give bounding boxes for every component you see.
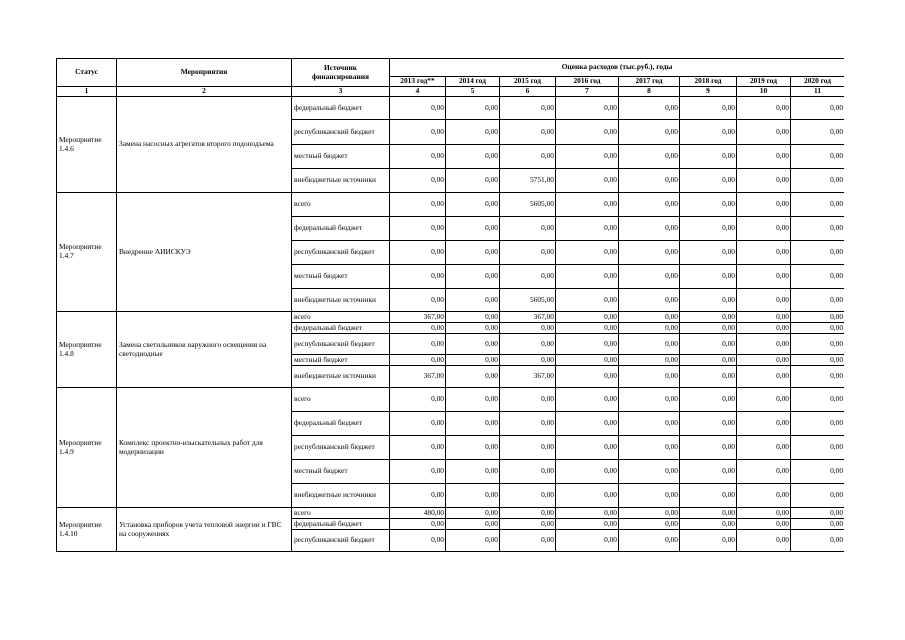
header-year: 2019 год (737, 77, 791, 87)
value-cell: 0,00 (680, 355, 737, 366)
value-cell: 0,00 (446, 217, 500, 241)
value-cell: 0,00 (619, 388, 680, 412)
value-cell: 0,00 (446, 312, 500, 323)
column-number: 6 (500, 87, 556, 97)
value-cell: 0,00 (390, 97, 446, 120)
value-cell: 0,00 (737, 484, 791, 508)
value-cell: 0,00 (791, 508, 845, 519)
value-cell: 5751,00 (500, 169, 556, 193)
value-cell: 0,00 (500, 412, 556, 436)
value-cell: 0,00 (500, 508, 556, 519)
value-cell: 0,00 (390, 412, 446, 436)
value-cell: 0,00 (619, 355, 680, 366)
value-cell: 0,00 (446, 193, 500, 217)
value-cell: 0,00 (737, 193, 791, 217)
value-cell: 0,00 (556, 169, 619, 193)
value-cell: 0,00 (737, 169, 791, 193)
value-cell: 0,00 (680, 217, 737, 241)
source-cell: республиканский бюджет (292, 241, 390, 265)
value-cell: 0,00 (680, 193, 737, 217)
value-cell: 0,00 (680, 145, 737, 169)
value-cell: 0,00 (390, 145, 446, 169)
value-cell: 0,00 (791, 241, 845, 265)
value-cell: 0,00 (619, 334, 680, 355)
value-cell: 0,00 (791, 436, 845, 460)
value-cell: 0,00 (556, 366, 619, 388)
value-cell: 0,00 (390, 436, 446, 460)
value-cell: 0,00 (556, 217, 619, 241)
value-cell: 0,00 (619, 289, 680, 312)
value-cell: 0,00 (390, 519, 446, 530)
source-cell: внебюджетные источники (292, 366, 390, 388)
value-cell: 0,00 (737, 334, 791, 355)
column-number: 2 (117, 87, 292, 97)
value-cell: 0,00 (680, 241, 737, 265)
value-cell: 0,00 (390, 265, 446, 289)
value-cell: 0,00 (791, 366, 845, 388)
source-cell: местный бюджет (292, 145, 390, 169)
value-cell: 0,00 (500, 120, 556, 145)
value-cell: 0,00 (556, 289, 619, 312)
value-cell: 0,00 (390, 323, 446, 334)
status-cell: Мероприятие 1.4.10 (57, 508, 117, 552)
value-cell: 0,00 (556, 530, 619, 552)
value-cell: 0,00 (680, 436, 737, 460)
value-cell: 0,00 (500, 519, 556, 530)
value-cell: 0,00 (737, 388, 791, 412)
value-cell: 0,00 (680, 265, 737, 289)
value-cell: 0,00 (500, 217, 556, 241)
value-cell: 0,00 (737, 120, 791, 145)
source-cell: федеральный бюджет (292, 323, 390, 334)
table-row (57, 508, 845, 519)
column-number: 4 (390, 87, 446, 97)
value-cell: 0,00 (791, 355, 845, 366)
value-cell: 0,00 (556, 334, 619, 355)
table-body (57, 97, 845, 552)
value-cell: 0,00 (619, 366, 680, 388)
value-cell: 0,00 (791, 169, 845, 193)
value-cell: 0,00 (619, 519, 680, 530)
value-cell: 0,00 (556, 241, 619, 265)
value-cell: 0,00 (619, 508, 680, 519)
value-cell: 0,00 (446, 484, 500, 508)
value-cell: 0,00 (500, 530, 556, 552)
header-source-line2: финансирования (312, 71, 369, 81)
value-cell: 367,00 (500, 366, 556, 388)
table-row (57, 312, 845, 323)
value-cell: 0,00 (556, 145, 619, 169)
value-cell: 0,00 (390, 120, 446, 145)
source-cell: федеральный бюджет (292, 412, 390, 436)
value-cell: 0,00 (680, 412, 737, 436)
value-cell: 0,00 (791, 388, 845, 412)
value-cell: 0,00 (500, 355, 556, 366)
source-cell: республиканский бюджет (292, 334, 390, 355)
value-cell: 0,00 (680, 519, 737, 530)
value-cell: 0,00 (737, 145, 791, 169)
value-cell: 0,00 (446, 508, 500, 519)
header-event: Мероприятия (117, 59, 292, 87)
value-cell: 0,00 (556, 484, 619, 508)
value-cell: 0,00 (390, 388, 446, 412)
value-cell: 0,00 (737, 530, 791, 552)
source-cell: республиканский бюджет (292, 436, 390, 460)
value-cell: 0,00 (556, 508, 619, 519)
budget-table-page (56, 58, 844, 573)
column-number: 1 (57, 87, 117, 97)
value-cell: 5605,00 (500, 289, 556, 312)
value-cell: 0,00 (619, 97, 680, 120)
value-cell: 0,00 (446, 388, 500, 412)
value-cell: 0,00 (619, 436, 680, 460)
value-cell: 0,00 (680, 366, 737, 388)
header-status: Статус (57, 59, 117, 87)
value-cell: 0,00 (619, 145, 680, 169)
value-cell: 0,00 (556, 436, 619, 460)
value-cell: 0,00 (446, 334, 500, 355)
value-cell: 0,00 (500, 145, 556, 169)
value-cell: 0,00 (619, 193, 680, 217)
header-year: 2018 год (680, 77, 737, 87)
value-cell: 0,00 (680, 97, 737, 120)
value-cell: 0,00 (500, 265, 556, 289)
value-cell: 0,00 (500, 436, 556, 460)
value-cell: 0,00 (619, 217, 680, 241)
value-cell: 0,00 (446, 366, 500, 388)
column-number: 10 (737, 87, 791, 97)
header-year: 2016 год (556, 77, 619, 87)
event-cell: Внедрение АИИСКУЭ (117, 193, 292, 312)
value-cell: 0,00 (556, 355, 619, 366)
budget-table (56, 58, 844, 552)
value-cell: 0,00 (680, 120, 737, 145)
value-cell: 0,00 (446, 355, 500, 366)
value-cell: 0,00 (446, 241, 500, 265)
header-year: 2020 год (791, 77, 845, 87)
value-cell: 0,00 (619, 412, 680, 436)
value-cell: 0,00 (446, 436, 500, 460)
value-cell: 0,00 (791, 289, 845, 312)
value-cell: 367,00 (390, 312, 446, 323)
value-cell: 0,00 (737, 265, 791, 289)
status-cell: Мероприятие 1.4.9 (57, 388, 117, 508)
value-cell: 0,00 (619, 312, 680, 323)
value-cell: 0,00 (446, 289, 500, 312)
value-cell: 0,00 (737, 312, 791, 323)
value-cell: 0,00 (390, 193, 446, 217)
value-cell: 0,00 (556, 120, 619, 145)
value-cell: 0,00 (791, 519, 845, 530)
event-cell: Замена насосных агрегатов второго подоподъема (117, 97, 292, 193)
value-cell: 0,00 (446, 412, 500, 436)
value-cell: 0,00 (446, 530, 500, 552)
value-cell: 0,00 (791, 460, 845, 484)
value-cell: 0,00 (619, 265, 680, 289)
value-cell: 0,00 (500, 241, 556, 265)
value-cell: 0,00 (791, 312, 845, 323)
value-cell: 0,00 (791, 412, 845, 436)
header-year: 2015 год (500, 77, 556, 87)
source-cell: внебюджетные источники (292, 169, 390, 193)
value-cell: 0,00 (680, 530, 737, 552)
value-cell: 0,00 (737, 519, 791, 530)
column-number: 9 (680, 87, 737, 97)
source-cell: всего (292, 388, 390, 412)
value-cell: 367,00 (500, 312, 556, 323)
column-number: 7 (556, 87, 619, 97)
header-estimate: Оценка расходов (тыс.руб.), годы (390, 59, 845, 77)
source-cell: всего (292, 508, 390, 519)
value-cell: 0,00 (556, 323, 619, 334)
header-source (292, 59, 390, 87)
value-cell: 0,00 (500, 323, 556, 334)
value-cell: 0,00 (791, 530, 845, 552)
value-cell: 0,00 (737, 355, 791, 366)
value-cell: 0,00 (446, 460, 500, 484)
header-year: 2017 год (619, 77, 680, 87)
column-number: 5 (446, 87, 500, 97)
value-cell: 0,00 (791, 193, 845, 217)
status-cell: Мероприятие 1.4.6 (57, 97, 117, 193)
value-cell: 0,00 (390, 484, 446, 508)
source-cell: внебюджетные источники (292, 484, 390, 508)
value-cell: 0,00 (390, 334, 446, 355)
value-cell: 0,00 (680, 508, 737, 519)
source-cell: внебюджетные источники (292, 289, 390, 312)
value-cell: 0,00 (390, 217, 446, 241)
value-cell: 0,00 (619, 530, 680, 552)
value-cell: 0,00 (737, 436, 791, 460)
value-cell: 0,00 (500, 460, 556, 484)
value-cell: 0,00 (737, 97, 791, 120)
value-cell: 0,00 (390, 355, 446, 366)
value-cell: 0,00 (556, 193, 619, 217)
value-cell: 0,00 (737, 289, 791, 312)
value-cell: 0,00 (446, 145, 500, 169)
value-cell: 0,00 (791, 265, 845, 289)
source-cell: республиканский бюджет (292, 530, 390, 552)
value-cell: 0,00 (737, 412, 791, 436)
source-cell: местный бюджет (292, 265, 390, 289)
value-cell: 0,00 (737, 460, 791, 484)
value-cell: 0,00 (737, 508, 791, 519)
value-cell: 0,00 (619, 460, 680, 484)
value-cell: 0,00 (791, 334, 845, 355)
table-row (57, 193, 845, 217)
value-cell: 0,00 (680, 334, 737, 355)
value-cell: 0,00 (390, 289, 446, 312)
value-cell: 0,00 (680, 388, 737, 412)
value-cell: 0,00 (500, 97, 556, 120)
event-cell: Установка приборов учета тепловой энергии и ГВС на сооружениях (117, 508, 292, 552)
value-cell: 0,00 (390, 460, 446, 484)
value-cell: 0,00 (556, 460, 619, 484)
table-row (57, 388, 845, 412)
status-cell: Мероприятие 1.4.8 (57, 312, 117, 388)
value-cell: 0,00 (737, 366, 791, 388)
value-cell: 0,00 (680, 484, 737, 508)
source-cell: местный бюджет (292, 355, 390, 366)
header-year: 2014 год (446, 77, 500, 87)
value-cell: 0,00 (500, 334, 556, 355)
value-cell: 0,00 (737, 323, 791, 334)
value-cell: 0,00 (680, 460, 737, 484)
value-cell: 0,00 (446, 265, 500, 289)
column-number: 11 (791, 87, 845, 97)
value-cell: 0,00 (791, 120, 845, 145)
value-cell: 0,00 (556, 312, 619, 323)
header-year: 2013 год** (390, 77, 446, 87)
value-cell: 0,00 (556, 388, 619, 412)
value-cell: 0,00 (619, 169, 680, 193)
table-row (57, 97, 845, 120)
source-cell: республиканский бюджет (292, 120, 390, 145)
value-cell: 0,00 (619, 120, 680, 145)
value-cell: 0,00 (619, 241, 680, 265)
value-cell: 0,00 (791, 484, 845, 508)
source-cell: федеральный бюджет (292, 519, 390, 530)
source-cell: всего (292, 193, 390, 217)
value-cell: 0,00 (619, 323, 680, 334)
value-cell: 0,00 (680, 312, 737, 323)
value-cell: 480,00 (390, 508, 446, 519)
value-cell: 5605,00 (500, 193, 556, 217)
event-cell: Замена светильников наружного освещения на светодиодные (117, 312, 292, 388)
source-cell: федеральный бюджет (292, 217, 390, 241)
value-cell: 0,00 (446, 97, 500, 120)
value-cell: 0,00 (556, 412, 619, 436)
table-header (57, 59, 845, 97)
value-cell: 0,00 (556, 519, 619, 530)
value-cell: 367,00 (390, 366, 446, 388)
column-number: 3 (292, 87, 390, 97)
value-cell: 0,00 (791, 217, 845, 241)
value-cell: 0,00 (791, 145, 845, 169)
value-cell: 0,00 (680, 323, 737, 334)
value-cell: 0,00 (556, 265, 619, 289)
value-cell: 0,00 (500, 388, 556, 412)
value-cell: 0,00 (446, 323, 500, 334)
header-column-numbers-row (57, 87, 845, 97)
event-cell: Комплекс проектно-изыскательных работ для модернизации (117, 388, 292, 508)
header-source-line1: Источник (323, 62, 357, 72)
column-number: 8 (619, 87, 680, 97)
value-cell: 0,00 (500, 484, 556, 508)
value-cell: 0,00 (446, 519, 500, 530)
source-cell: местный бюджет (292, 460, 390, 484)
source-cell: всего (292, 312, 390, 323)
value-cell: 0,00 (556, 97, 619, 120)
value-cell: 0,00 (390, 241, 446, 265)
value-cell: 0,00 (791, 97, 845, 120)
value-cell: 0,00 (737, 241, 791, 265)
value-cell: 0,00 (446, 169, 500, 193)
value-cell: 0,00 (680, 289, 737, 312)
value-cell: 0,00 (446, 120, 500, 145)
status-cell: Мероприятие 1.4.7 (57, 193, 117, 312)
value-cell: 0,00 (619, 484, 680, 508)
value-cell: 0,00 (680, 169, 737, 193)
source-cell: федеральный бюджет (292, 97, 390, 120)
value-cell: 0,00 (390, 169, 446, 193)
value-cell: 0,00 (390, 530, 446, 552)
value-cell: 0,00 (737, 217, 791, 241)
value-cell: 0,00 (791, 323, 845, 334)
